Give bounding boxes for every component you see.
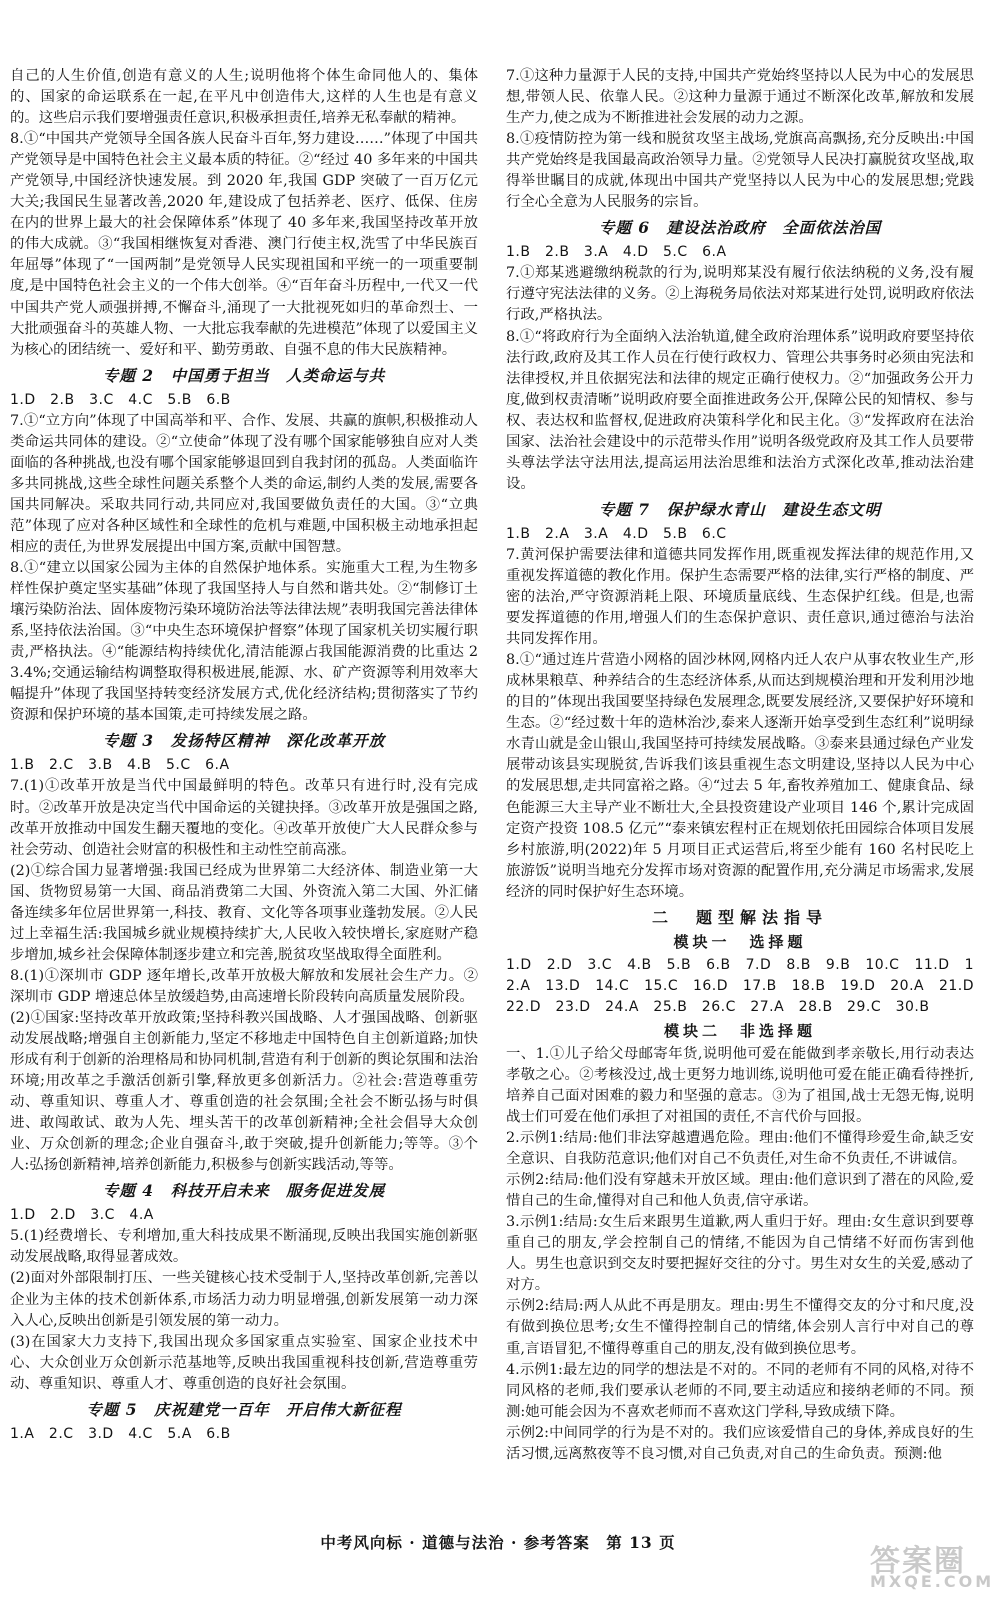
answer-paragraph: 8.①“将政府行为全面纳入法治轨道,健全政府治理体系”说明政府要坚持依法行政,政府及其工作人员在行使行政权力、管理公共事务时必须由宪法和法律授权,并且依据宪法和法律的规定正确行使权力。②“加强政务公开力度,做到权责清晰”说明政府要全面推进政务公开,保障公民的知情权、参与权、表达权和监督权,促进政府决策科学化和民主化。③“发挥政府在法治国家、法治社会建设中的示范带头作用”说明各级党政府及其工作人员要带头尊法学法守法用法,提高运用法治思维和法治方式深化改革,推动法治建设。 (506, 328, 974, 492)
answer-paragraph: 3.示例1:结局:女生后来跟男生道歉,两人重归于好。理由:女生意识到要尊重自己的朋友,学会控制自己的情绪,不能因为自己情绪不好而伤害到他人。男生也意识到交友时要把握好交往的分寸。男生对女生的关爱,感动了对方。 (506, 1214, 974, 1294)
answer-paragraph: (2)①国家:坚持改革开放政策;坚持科教兴国战略、人才强国战略、创新驱动发展战略;增强自主创新能力,坚定不移地走中国特色自主创新道路;加快形成有利于创新的治理格局和协同机制,营造有利于创新的舆论氛围和法治环境;用改革之手激活创新引擎,释放更多创新活力。②社会:营造尊重劳动、尊重知识、尊重人才、尊重创造的社会氛围;全社会不断弘扬与时俱进、敢闯敢试、敢为人先、埋头苦干的改革创新精神;全社会倡导大众创业、万众创新的理念;企业自强奋斗,敢于突破,提升创新能力;等等。③个人:弘扬创新精神,培养创新能力,积极参与创新实践活动,等等。 (10, 1009, 478, 1174)
answer-paragraph: 示例2:中间同学的行为是不对的。我们应该爱惜自己的身体,养成良好的生活习惯,远离熬夜等不良习惯,对自己负责,对自己的生命负责。预测:他 (506, 1424, 974, 1462)
answer-paragraph: (2)面对外部限制打压、一些关键核心技术受制于人,坚持改革创新,完善以企业为主体的技术创新体系,市场活力动力明显增强,创新发展第一动力深入人心,反映出创新是引领发展的第一动力。 (10, 1270, 478, 1329)
answer-paragraph: 7.黄河保护需要法律和道德共同发挥作用,既重视发挥法律的规范作用,又重视发挥道德的教化作用。保护生态需要严格的法律,实行严格的制度、严密的法治,严守资源消耗上限、环境质量底线、生态保护红线。但是,也需要发挥道德的作用,增强人们的生态保护意识、责任意识,通过德治与法治共同发挥作用。 (506, 546, 974, 648)
watermark-url: MXQE.COM (870, 1572, 995, 1591)
right-column (506, 66, 989, 1465)
answer-key-line: 1.D 2.B 3.C 4.C 5.B 6.B (10, 391, 231, 408)
section-heading: 专题 4 科技开启未来 服务促进发展 (102, 1181, 386, 1201)
module-heading: 模块一 选择题 (673, 932, 807, 951)
answer-paragraph: 8.①“建立以国家公园为主体的自然保护地体系。实施重大工程,为生物多样性保护奠定坚实基础”体现了我国坚持人与自然和谐共处。②“制修订土壤污染防治法、固体废物污染环境防治法等法律法规”表明我国完善法律体系,坚持依法治国。③“中央生态环境保护督察”体现了国家机关切实履行职责,严格执法。④“能源结构持续优化,清洁能源占我国能源消费的比重达 23.4%;交通运输结构调整取得积极进展,能源、水、矿产资源等利用效率大幅提升”体现了我国坚持转变经济发展方式,优化经济结构;贯彻落实了节约资源和保护环境的基本国策,走可持续发展之路。 (10, 560, 478, 724)
answer-key-line: 1.B 2.A 3.A 4.D 5.B 6.C (506, 525, 727, 542)
answer-key-line: 1.D 2.D 3.C 4.A (10, 1207, 154, 1224)
section-heading: 专题 5 庆祝建党一百年 开启伟大新征程 (86, 1399, 402, 1419)
left-column (10, 66, 478, 1445)
section-heading: 专题 7 保护绿水青山 建设生态文明 (598, 499, 882, 519)
answer-key-line: 1.A 2.C 3.D 4.C 5.A 6.B (10, 1425, 231, 1442)
answer-paragraph: 一、1.①儿子给父母邮寄年货,说明他可爱在能做到孝亲敬长,用行动表达孝敬之心。②考核没过,战士更努力地训练,说明他可爱在能正确看待挫折,培养自己面对困难的毅力和坚强的意志。③为了祖国,战士无怨无悔,说明战士们可爱在他们承担了对祖国的责任,不言代价与回报。 (506, 1045, 974, 1126)
answer-paragraph: (3)在国家大力支持下,我国出现众多国家重点实验室、国家企业技术中心、大众创业万众创新示范基地等,反映出我国重视科技创新,营造尊重劳动、尊重知识、尊重人才、尊重创造的良好社会氛围。 (10, 1333, 478, 1392)
answer-paragraph: 8.(1)①深圳市 GDP 逐年增长,改革开放极大解放和发展社会生产力。②深圳市 GDP 增速总体呈放缓趋势,由高速增长阶段转向高质量发展阶段。 (10, 967, 478, 1005)
answer-paragraph: 示例2:结局:两人从此不再是朋友。理由:男生不懂得交友的分寸和尺度,没有做到换位思考;女生不懂得控制自己的情绪,体会别人言行中对自己的尊重,言语冒犯,不懂得尊重自己的朋友,没有做到换位思考。 (506, 1298, 974, 1357)
module-heading: 模块二 非选择题 (663, 1021, 816, 1040)
part-heading: 二 题型解法指导 (651, 907, 828, 927)
section-heading: 专题 2 中国勇于担当 人类命运与共 (102, 365, 386, 385)
answer-paragraph: 示例2:结局:他们没有穿越未开放区域。理由:他们意识到了潜在的风险,爱惜自己的生命,懂得对自己和他人负责,信守承诺。 (506, 1172, 974, 1210)
answer-key-line: 1.B 2.C 3.B 4.B 5.C 6.A (10, 757, 230, 774)
answer-paragraph: 7.①郑某逃避缴纳税款的行为,说明郑某没有履行依法纳税的义务,没有履行遵守宪法法律的义务。②上海税务局依法对郑某进行处罚,说明政府依法行政,严格执法。 (506, 265, 974, 324)
page-footer: 中考风向标 · 道德与法治 · 参考答案 第 13 页 (320, 1533, 676, 1552)
answer-paragraph: 8.①疫情防控为第一线和脱贫攻坚主战场,党旗高高飘扬,充分反映出:中国共产党始终是我国最高政治领导力量。②党领导人民决打赢脱贫攻坚战,取得举世瞩目的成就,体现出中国共产党坚持以人民为中心的发展思想;党践行全心全意为人民服务的宗旨。 (506, 131, 974, 211)
section-heading: 专题 6 建设法治政府 全面依法治国 (598, 218, 882, 238)
answer-paragraph: 4.示例1:最左边的同学的想法是不对的。不同的老师有不同的风格,对待不同风格的老师,我们要承认老师的不同,要主动适应和接纳老师的不同。预测:她可能会因为不喜欢老师而不喜欢这门学科,导致成绩下降。 (506, 1361, 974, 1420)
answer-paragraph: 8.①“中国共产党领导全国各族人民奋斗百年,努力建设……”体现了中国共产党领导是中国特色社会主义最本质的特征。②“经过 40 多年来的中国共产党领导,中国经济快速发展。到 2020 年,我国 GDP 突破了一百万亿元大关;我国民生显著改善,2020 年,建设成了包括养老、医疗、低保、住房在内的世界上最大的社会保障体系”体现了 40 多年来,我国坚持改革开放的伟大成就。③“我国相继恢复对香港、澳门行使主权,洗雪了中华民族百年屈辱”体现了“一国两制”是党领导人民实现祖国和平统一的一项重要制度,是中国特色社会主义的一个伟大创举。④“百年奋斗历程中,一代又一代中国共产党人顽强拼搏,不懈奋斗,涌现了一大批视死如归的革命烈士、一大批顽强奋斗的英雄人物、一大批忘我奉献的先进模范”体现了以爱国主义为核心的团结统一、爱好和平、勤劳勇敢、自强不息的伟大民族精神。 (10, 131, 478, 358)
answer-paragraph: 2.示例1:结局:他们非法穿越遭遇危险。理由:他们不懂得珍爱生命,缺乏安全意识、自我防范意识;他们对自己不负责任,对生命不负责任,不讲诚信。 (506, 1130, 974, 1168)
answer-paragraph: 7.①这种力量源于人民的支持,中国共产党始终坚持以人民为中心的发展思想,带领人民、依靠人民。②这种力量源于通过不断深化改革,解放和发展生产力,使之成为不断推进社会发展的动力之源。 (506, 68, 974, 127)
answer-key-line: 1.D 2.D 3.C 4.B 5.B 6.B 7.D 8.B 9.B 10.C 11.D 12.A 13.D 14.C 15.C 16.D 17.B 18.B 19.D 20.A 21.D 22.D 23.D 24.A 25.B 26.C 27.A 28.B 29.C 30.B (506, 956, 989, 1015)
answer-paragraph: 5.(1)经费增长、专利增加,重大科技成果不断涌现,反映出我国实施创新驱动发展战略,取得显著成效。 (10, 1228, 478, 1266)
answer-paragraph: 7.(1)①改革开放是当代中国最鲜明的特色。改革只有进行时,没有完成时。②改革开放是决定当代中国命运的关键抉择。③改革开放是强国之路,改革开放推动中国发生翻天覆地的变化。④改革开放使广大人民群众参与社会劳动、创造社会财富的积极性和主动性空前高涨。 (10, 778, 478, 858)
answer-paragraph: 自己的人生价值,创造有意义的人生;说明他将个体生命同他人的、集体的、国家的命运联系在一起,在平凡中创造伟大,这样的人生也是有意义的。这些启示我们要增强责任意识,积极承担责任,培养无私奉献的精神。 (10, 68, 478, 127)
section-heading: 专题 3 发扬特区精神 深化改革开放 (102, 731, 386, 751)
answer-paragraph: 8.①“通过连片营造小网格的固沙林网,网格内迁人农户从事农牧业生产,形成林果粮草、种养结合的生态经济体系,从而达到规模治理和开发利用沙地的目的”体现出我国要坚持绿色发展理念,既要发展经济,又要保护好环境和生态。②“经过数十年的造林治沙,泰来人逐渐开始享受到生态红利”说明绿水青山就是金山银山,我国坚持可持续发展战略。③泰来县通过绿色产业发展带动该县实现脱贫,告诉我们该县重视生态文明建设,坚持以人民为中心的发展思想,走共同富裕之路。④“过去 5 年,畜牧养殖加工、健康食品、绿色能源三大主导产业不断壮大,全县投资建设产业项目 146 个,累计完成固定资产投资 108.5 亿元”“泰来镇宏程村正在规划依托田园综合体项目发展乡村旅游,明(2022)年 5 月项目正式运营后,将至少能有 160 名村民吃上旅游饭”说明当地充分发挥市场对资源的配置作用,充分满足市场需求,发展经济的同时保护好生态环境。 (506, 652, 974, 900)
answer-paragraph: 7.①“立方向”体现了中国高举和平、合作、发展、共赢的旗帜,积极推动人类命运共同体的建设。②“立使命”体现了没有哪个国家能够独自应对人类面临的各种挑战,也没有哪个国家能够退回到自我封闭的孤岛。人类面临许多共同挑战,这些全球性问题关系整个人类的命运,制约人类的发展,需要各国共同解决。采取共同行动,共同应对,我国要做负责任的大国。③“立典范”体现了应对各种区域性和全球性的危机与难题,中国积极主动地承担起相应的责任,为世界发展提出中国方案,贡献中国智慧。 (10, 412, 478, 555)
watermark-logo (864, 1536, 995, 1594)
watermark-text: 答案圈 (870, 1544, 966, 1579)
answer-paragraph: (2)①综合国力显著增强:我国已经成为世界第二大经济体、制造业第一大国、货物贸易第一大国、商品消费第二大国、外资流入第二大国、外汇储备连续多年位居世界第一,科技、教育、文化等各项事业蓬勃发展。②人民过上幸福生活:我国城乡就业规模持续扩大,人民收入较快增长,家庭财产稳步增加,城乡社会保障体制逐步建立和完善,脱贫攻坚战取得全面胜利。 (10, 862, 478, 963)
answer-key-line: 1.B 2.B 3.A 4.D 5.C 6.A (506, 244, 727, 261)
